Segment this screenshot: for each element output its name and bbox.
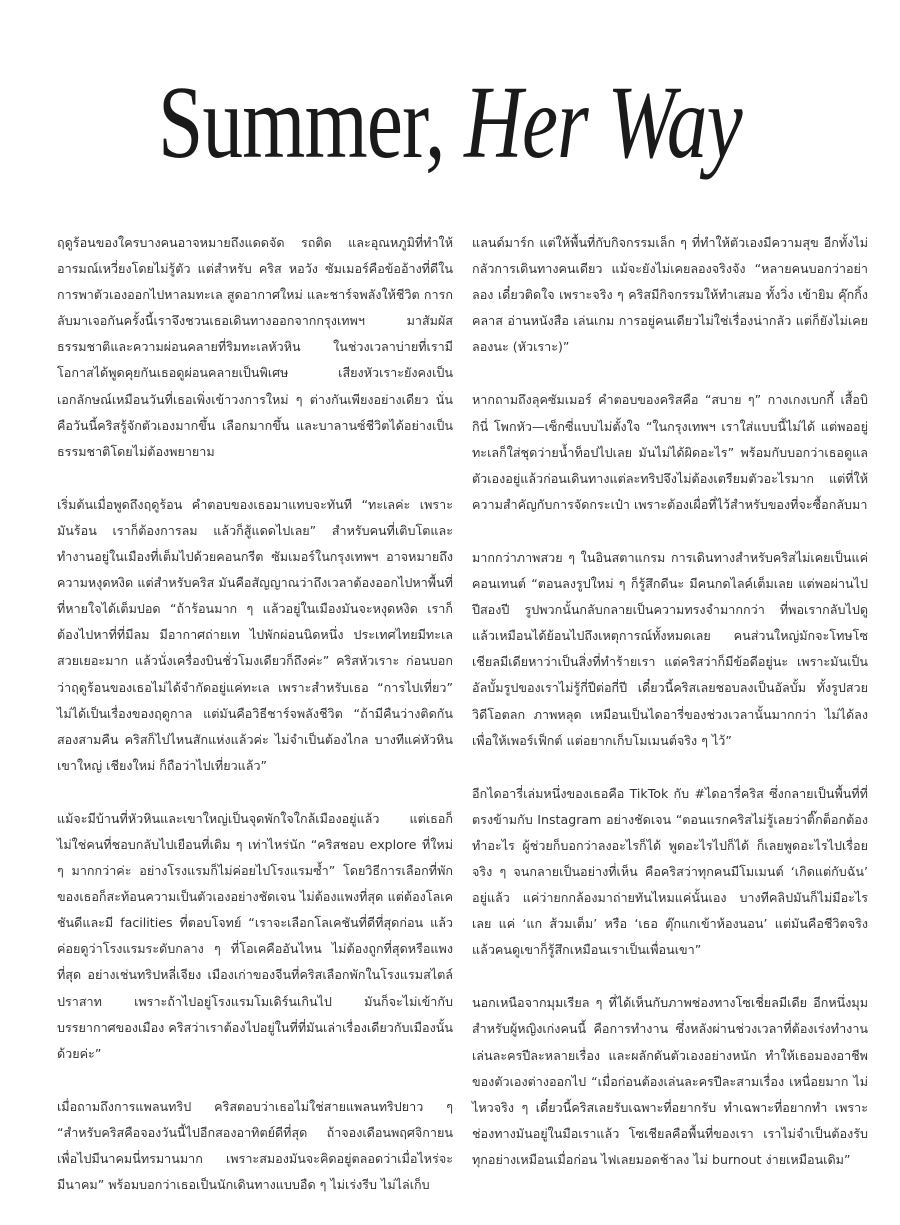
body-paragraph: แลนด์มาร์ก แต่ให้พื้นที่กับกิจกรรมเล็ก ๆ ที่ทำให้ตัวเองมีความสุข อีกทั้งไม่กลัวการเดินทางคนเดียว แม้จะยังไม่เคยลองจริงจัง “หลายคนบอกว่าอย่าลอง เดี๋ยวติดใจ เพราะจริง ๆ คริสมีกิจกรรมให้ทำเสมอ ทั้งวิ่ง เข้ายิม คุ๊กกิ้งคลาส อ่านหนังสือ เล่นเกม การอยู่คนเดียวไม่ใช่เรื่องน่ากลัว แต่ก็ยังไม่เคยลองนะ (หัวเราะ)” (472, 235, 868, 355)
article-column-left (57, 230, 453, 1225)
body-paragraph: มากกว่าภาพสวย ๆ ในอินสตาแกรม การเดินทางสำหรับคริสไม่เคยเป็นแค่คอนเทนต์ “ตอนลงรูปใหม่ ๆ ก็รู้สึกดีนะ มีคนกดไลค์เต็มเลย แต่พอผ่านไปปีสองปี รูปพวกนั้นกลับกลายเป็นความทรงจำมากกว่า ที่พอเรากลับไปดูแล้วเหมือนได้ย้อนไปถึงเหตุการณ์ทั้งหมดเลย คนส่วนใหญ่มักจะโทษโซเชียลมีเดียหาว่าเป็นสิ่งที่ทำร้ายเรา แต่คริสว่าก็มีข้อดีอยู่นะ เพราะมันเป็นอัลบั้มรูปของเราไม่รู้กี่ปีต่อกี่ปี เดี๋ยวนี้คริสเลยชอบลงเป็นอัลบั้ม ทั้งรูปสวย วิดีโอตลก ภาพหลุด เหมือนเป็นไดอารี่ของช่วงเวลานั้นมากกว่า ไม่ได้ลงเพื่อให้เพอร์เฟ็กต์ แต่อยากเก็บโมเมนต์จริง ๆ ไว้” (472, 549, 868, 748)
body-paragraph: นอกเหนือจากมุมเรียล ๆ ที่ได้เห็นกับภาพช่องทางโซเชี่ยลมีเดีย อีกหนึ่งมุมสำหรับผู้หญิงเก่งคนนี้ คือการทำงาน ซึ่งหลังผ่านช่วงเวลาที่ต้องเร่งทำงานเล่นละครปีละหลายเรื่อง และผลักดันตัวเองอย่างหนัก ทำให้เธอมองอาชีพของตัวเองต่างออกไป “เมื่อก่อนต้องเล่นละครปีละสามเรื่อง เหนื่อยมาก ไม่ไหวจริง ๆ เดี๋ยวนี้คริสเลยรับเฉพาะที่อยากรับ ทำเฉพาะที่อยากทำ เพราะช่องทางมันอยู่ในมือเราแล้ว โซเชียลคือพื้นที่ของเรา เราไม่จำเป็นต้องรับทุกอย่างเหมือนเมื่อก่อน ไฟเลยมอดช้าลง ไม่ burnout ง่ายเหมือนเดิม” (472, 995, 868, 1167)
body-paragraph: ฤดูร้อนของใครบางคนอาจหมายถึงแดดจัด รถติด และอุณหภูมิที่ทำให้อารมณ์เหวี่ยงโดยไม่รู้ตัว แต่สำหรับ คริส หอวัง ซัมเมอร์คือข้ออ้างที่ดีในการพาตัวเองออกไปหาลมทะเล สูดอากาศใหม่ และชาร์จพลังให้ชีวิต การกลับมาเจอกันครั้งนี้เราจึงชวนเธอเดินทางออกจากกรุงเทพฯ มาสัมผัสธรรมชาติและความผ่อนคลายที่ริมทะเลหัวหิน ในช่วงเวลาบ่ายที่เรามีโอกาสได้พูดคุยกันเธอดูผ่อนคลายเป็นพิเศษ เสียงหัวเราะยังคงเป็นเอกลักษณ์เหมือนวันที่เธอเพิ่งเข้าวงการใหม่ ๆ ต่างกันเพียงอย่างเดียว นั่นคือวันนี้คริสรู้จักตัวเองมากขึ้น เลือกมากขึ้น และบาลานซ์ชีวิตได้อย่างเป็นธรรมชาติโดยไม่ต้องพยายาม (57, 235, 453, 459)
body-paragraph: หากถามถึงลุคซัมเมอร์ คำตอบของคริสคือ “สบาย ๆ” กางเกงเบกกี้ เสื้อบิกินี่ โพกหัว—เซ็กซี่แบบไม่ตั้งใจ “ในกรุงเทพฯ เราใส่แบบนี้ไม่ได้ แต่พออยู่ทะเลก็ใส่ชุดว่ายน้ำท็อปไปเลย มันไม่ได้ผิดอะไร” พร้อมกับบอกว่าเธอดูแลตัวเองอยู่แล้วก่อนเดินทางแต่ละทริปจึงไม่ต้องเตรียมตัวอะไรมาก แต่ที่ให้ความสำคัญกับการจัดกระเป๋า เพราะต้องเผื่อที่ไว้สำหรับของที่จะซื้อกลับมา (472, 392, 868, 512)
article-title-italic: Her Way (464, 65, 742, 180)
article-title (99, 58, 801, 188)
body-paragraph: อีกไดอารี่เล่มหนึ่งของเธอคือ TikTok กับ #ไดอารี่คริส ซึ่งกลายเป็นพื้นที่ที่ตรงข้ามกับ Instagram อย่างชัดเจน “ตอนแรกคริสไม่รู้เลยว่าติ๊กต็อกต้องทำอะไร ผู้ช่วยก็บอกว่าลงอะไรก็ได้ พูดอะไรไปก็ได้ ก็เลยพูดอะไรไปเรื่อยจริง ๆ จนกลายเป็นอย่างที่เห็น คือคริสว่าทุกคนมีโมเมนต์ ‘เกิดแต่กับฉัน’ อยู่แล้ว แค่ว่ายกกล้องมาถ่ายทันไหมแค่นั้นเอง บางทีคลิปมันก็ไม่มีอะไรเลย แค่ ‘แก ส้วมเต็ม’ หรือ ‘เธอ ตุ๊กแกเข้าห้องนอน’ แต่มันคือชีวิตจริง แล้วคนดูเขาก็รู้สึกเหมือนเราเป็นเพื่อนเขา” (472, 785, 868, 958)
article-title-plain: Summer, (158, 65, 465, 180)
body-paragraph: เมื่อถามถึงการแพลนทริป คริสตอบว่าเธอไม่ใช่สายแพลนทริปยาว ๆ “สำหรับคริสคือจองวันนี้ไปอีกสองอาทิตย์ดีที่สุด ถ้าจองเดือนพฤศจิกายนเพื่อไปมีนาคมนี่ทรมานมาก เพราะสมองมันจะคิดอยู่ตลอดว่าเมื่อไหร่จะมีนาคม” พร้อมบอกว่าเธอเป็นนักเดินทางแบบอืด ๆ ไม่เร่งรีบ ไม่ไล่เก็บ (57, 1098, 453, 1193)
body-paragraph: เริ่มต้นเมื่อพูดถึงฤดูร้อน คำตอบของเธอมาแทบจะทันที “ทะเลค่ะ เพราะมันร้อน เราก็ต้องการลม แล้วก็สู้แดดไปเลย” สำหรับคนที่เติบโตและทำงานอยู่ในเมืองที่เต็มไปด้วยคอนกรีต ซัมเมอร์ในกรุงเทพฯ อาจหมายถึงความหงุดหงิด แต่สำหรับคริส มันคือสัญญาณว่าถึงเวลาต้องออกไปหาพื้นที่ที่หายใจได้เต็มปอด “ถ้าร้อนมาก ๆ แล้วอยู่ในเมืองมันจะหงุดหงิด เราก็ต้องไปหาที่ที่มีลม มีอากาศถ่ายเท ไปพักผ่อนนิดหนึ่ง ประเทศไทยมีทะเลสวยเยอะมาก แล้วนั่งเครื่องบินชั่วโมงเดียวก็ถึงค่ะ” คริสหัวเราะ ก่อนบอกว่าฤดูร้อนของเธอไม่ได้จำกัดอยู่แค่ทะเล เพราะสำหรับเธอ “การไปเที่ยว” ไม่ได้เป็นเรื่องของฤดูกาล แต่มันคือวิธีชาร์จพลังชีวิต “ถ้ามีคืนว่างติดกันสองสามคืน คริสก็ไปไหนสักแห่งแล้วค่ะ ไม่จำเป็นต้องไกล บางทีแค่หัวหิน เขาใหญ่ เชียงใหม่ ก็ถือว่าไปเที่ยวแล้ว” (57, 496, 453, 773)
article-column-right (472, 230, 868, 1200)
body-paragraph: แม้จะมีบ้านที่หัวหินและเขาใหญ่เป็นจุดพักใจใกล้เมืองอยู่แล้ว แต่เธอก็ไม่ใช่คนที่ชอบกลับไปเยือนที่เดิม ๆ เท่าไหร่นัก “คริสชอบ explore ที่ใหม่ ๆ มากกว่าค่ะ อย่างโรงแรมก็ไม่ค่อยไปโรงแรมซ้ำ” โดยวิธีการเลือกที่พักของเธอก็สะท้อนความเป็นตัวเองอย่างชัดเจน ไม่ต้องแพงที่สุด แต่ต้องโลเคชันดีและมี facilities ที่ตอบโจทย์ “เราจะเลือกโลเคชันที่ดีที่สุดก่อน แล้วค่อยดูว่าโรงแรมระดับกลาง ๆ ที่โอเคคืออันไหน ไม่ต้องถูกที่สุดหรือแพงที่สุด อย่างเช่นทริปหลี่เจียง เมืองเก่าของจีนที่คริสเลือกพักในโรงแรมสไตล์ปราสาท เพราะถ้าไปอยู่โรงแรมโมเดิร์นเกินไป มันก็จะไม่เข้ากับบรรยากาศของเมือง คริสว่าเราต้องไปอยู่ในที่ที่มันเล่าเรื่องเดียวกับเมืองนั้นด้วยค่ะ” (57, 810, 453, 1061)
